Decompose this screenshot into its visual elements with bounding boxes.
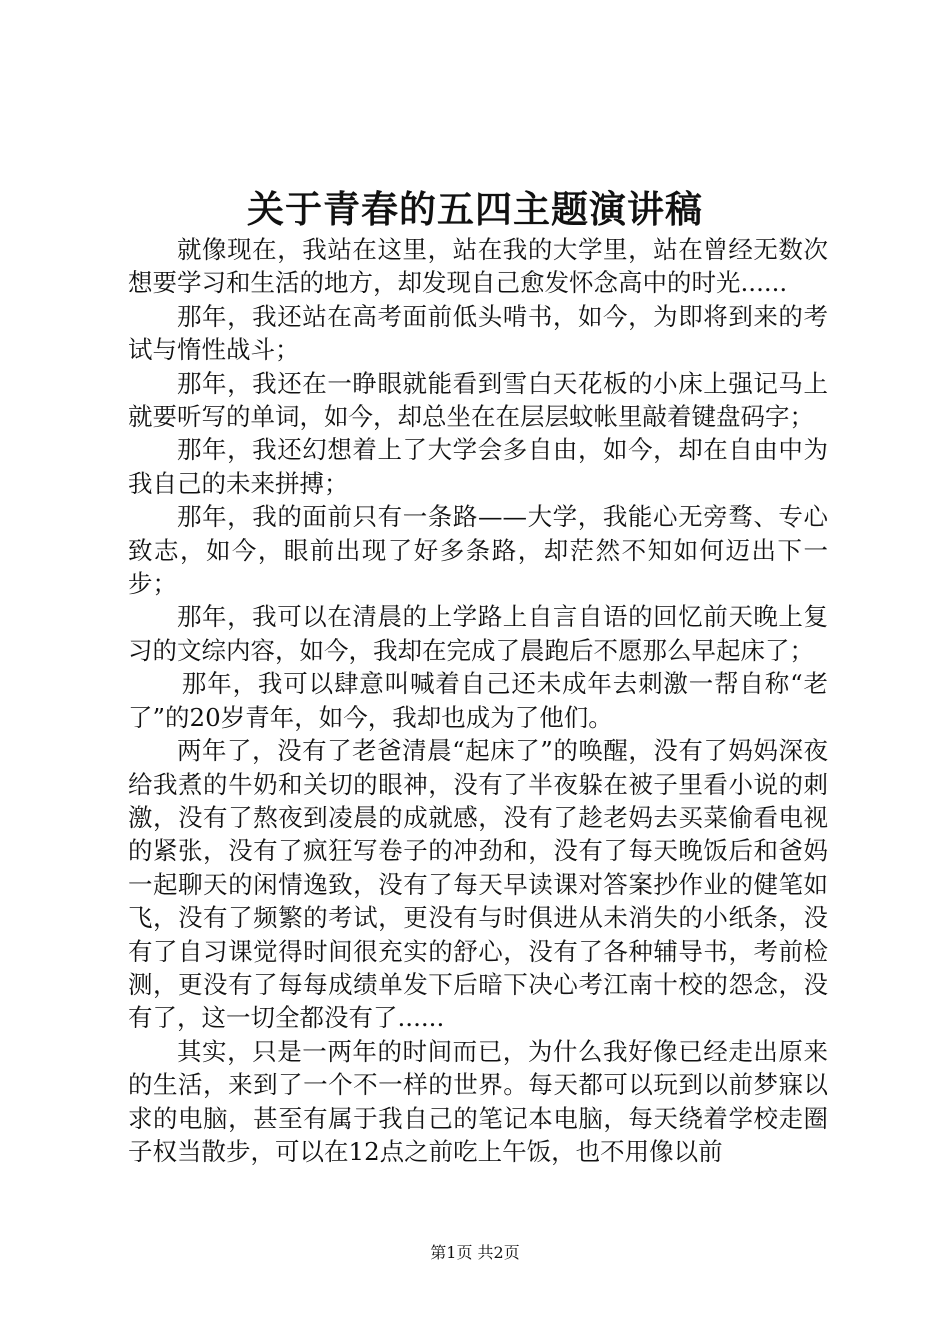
document-body xyxy=(128,233,828,1168)
paragraph: 其实，只是一两年的时间而已，为什么我好像已经走出原来的生活，来到了一个不一样的世界。每天都可以玩到以前梦寐以求的电脑，甚至有属于我自己的笔记本电脑，每天绕着学校走圈子权当散步，可以在12点之前吃上午饭，也不用像以前 xyxy=(128,1036,828,1166)
paragraph: 那年，我的面前只有一条路——大学，我能心无旁骛、专心致志，如今，眼前出现了好多条路，却茫然不知如何迈出下一步； xyxy=(128,502,828,599)
paragraph: 那年，我可以肆意叫喊着自己还未成年去刺激一帮自称“老了”的20岁青年，如今，我却也成为了他们。 xyxy=(128,669,828,732)
page-number-footer: 第1页 共2页 xyxy=(430,1243,520,1262)
paragraph: 那年，我还站在高考面前低头啃书，如今，为即将到来的考试与惰性战斗； xyxy=(128,301,828,365)
paragraph: 那年，我可以在清晨的上学路上自言自语的回忆前天晚上复习的文综内容，如今，我却在完成了晨跑后不愿那么早起床了； xyxy=(128,602,828,665)
paragraph: 两年了，没有了老爸清晨“起床了”的唤醒，没有了妈妈深夜给我煮的牛奶和关切的眼神，没有了半夜躲在被子里看小说的刺激，没有了熬夜到凌晨的成就感，没有了趁老妈去买菜偷看电视的紧张，没有了疯狂写卷子的冲劲和，没有了每天晚饭后和爸妈一起聊天的闲情逸致，没有了每天早读课对答案抄作业的健笔如飞，没有了频繁的考试，更没有与时俱进从未消失的小纸条，没有了自习课觉得时间很充实的舒心，没有了各种辅导书，考前检测，更没有了每每成绩单发下后暗下决心考江南十校的怨念，没有了，这一切全都没有了...... xyxy=(128,736,828,1033)
paragraph: 就像现在，我站在这里，站在我的大学里，站在曾经无数次想要学习和生活的地方，却发现自己愈发怀念高中的时光...... xyxy=(128,235,828,298)
document-title: 关于青春的五四主题演讲稿 xyxy=(247,187,703,231)
paragraph: 那年，我还幻想着上了大学会多自由，如今，却在自由中为我自己的未来拼搏； xyxy=(128,435,828,498)
paragraph: 那年，我还在一睁眼就能看到雪白天花板的小床上强记马上就要听写的单词，如今，却总坐在在层层蚊帐里敲着键盘码字； xyxy=(128,368,828,432)
